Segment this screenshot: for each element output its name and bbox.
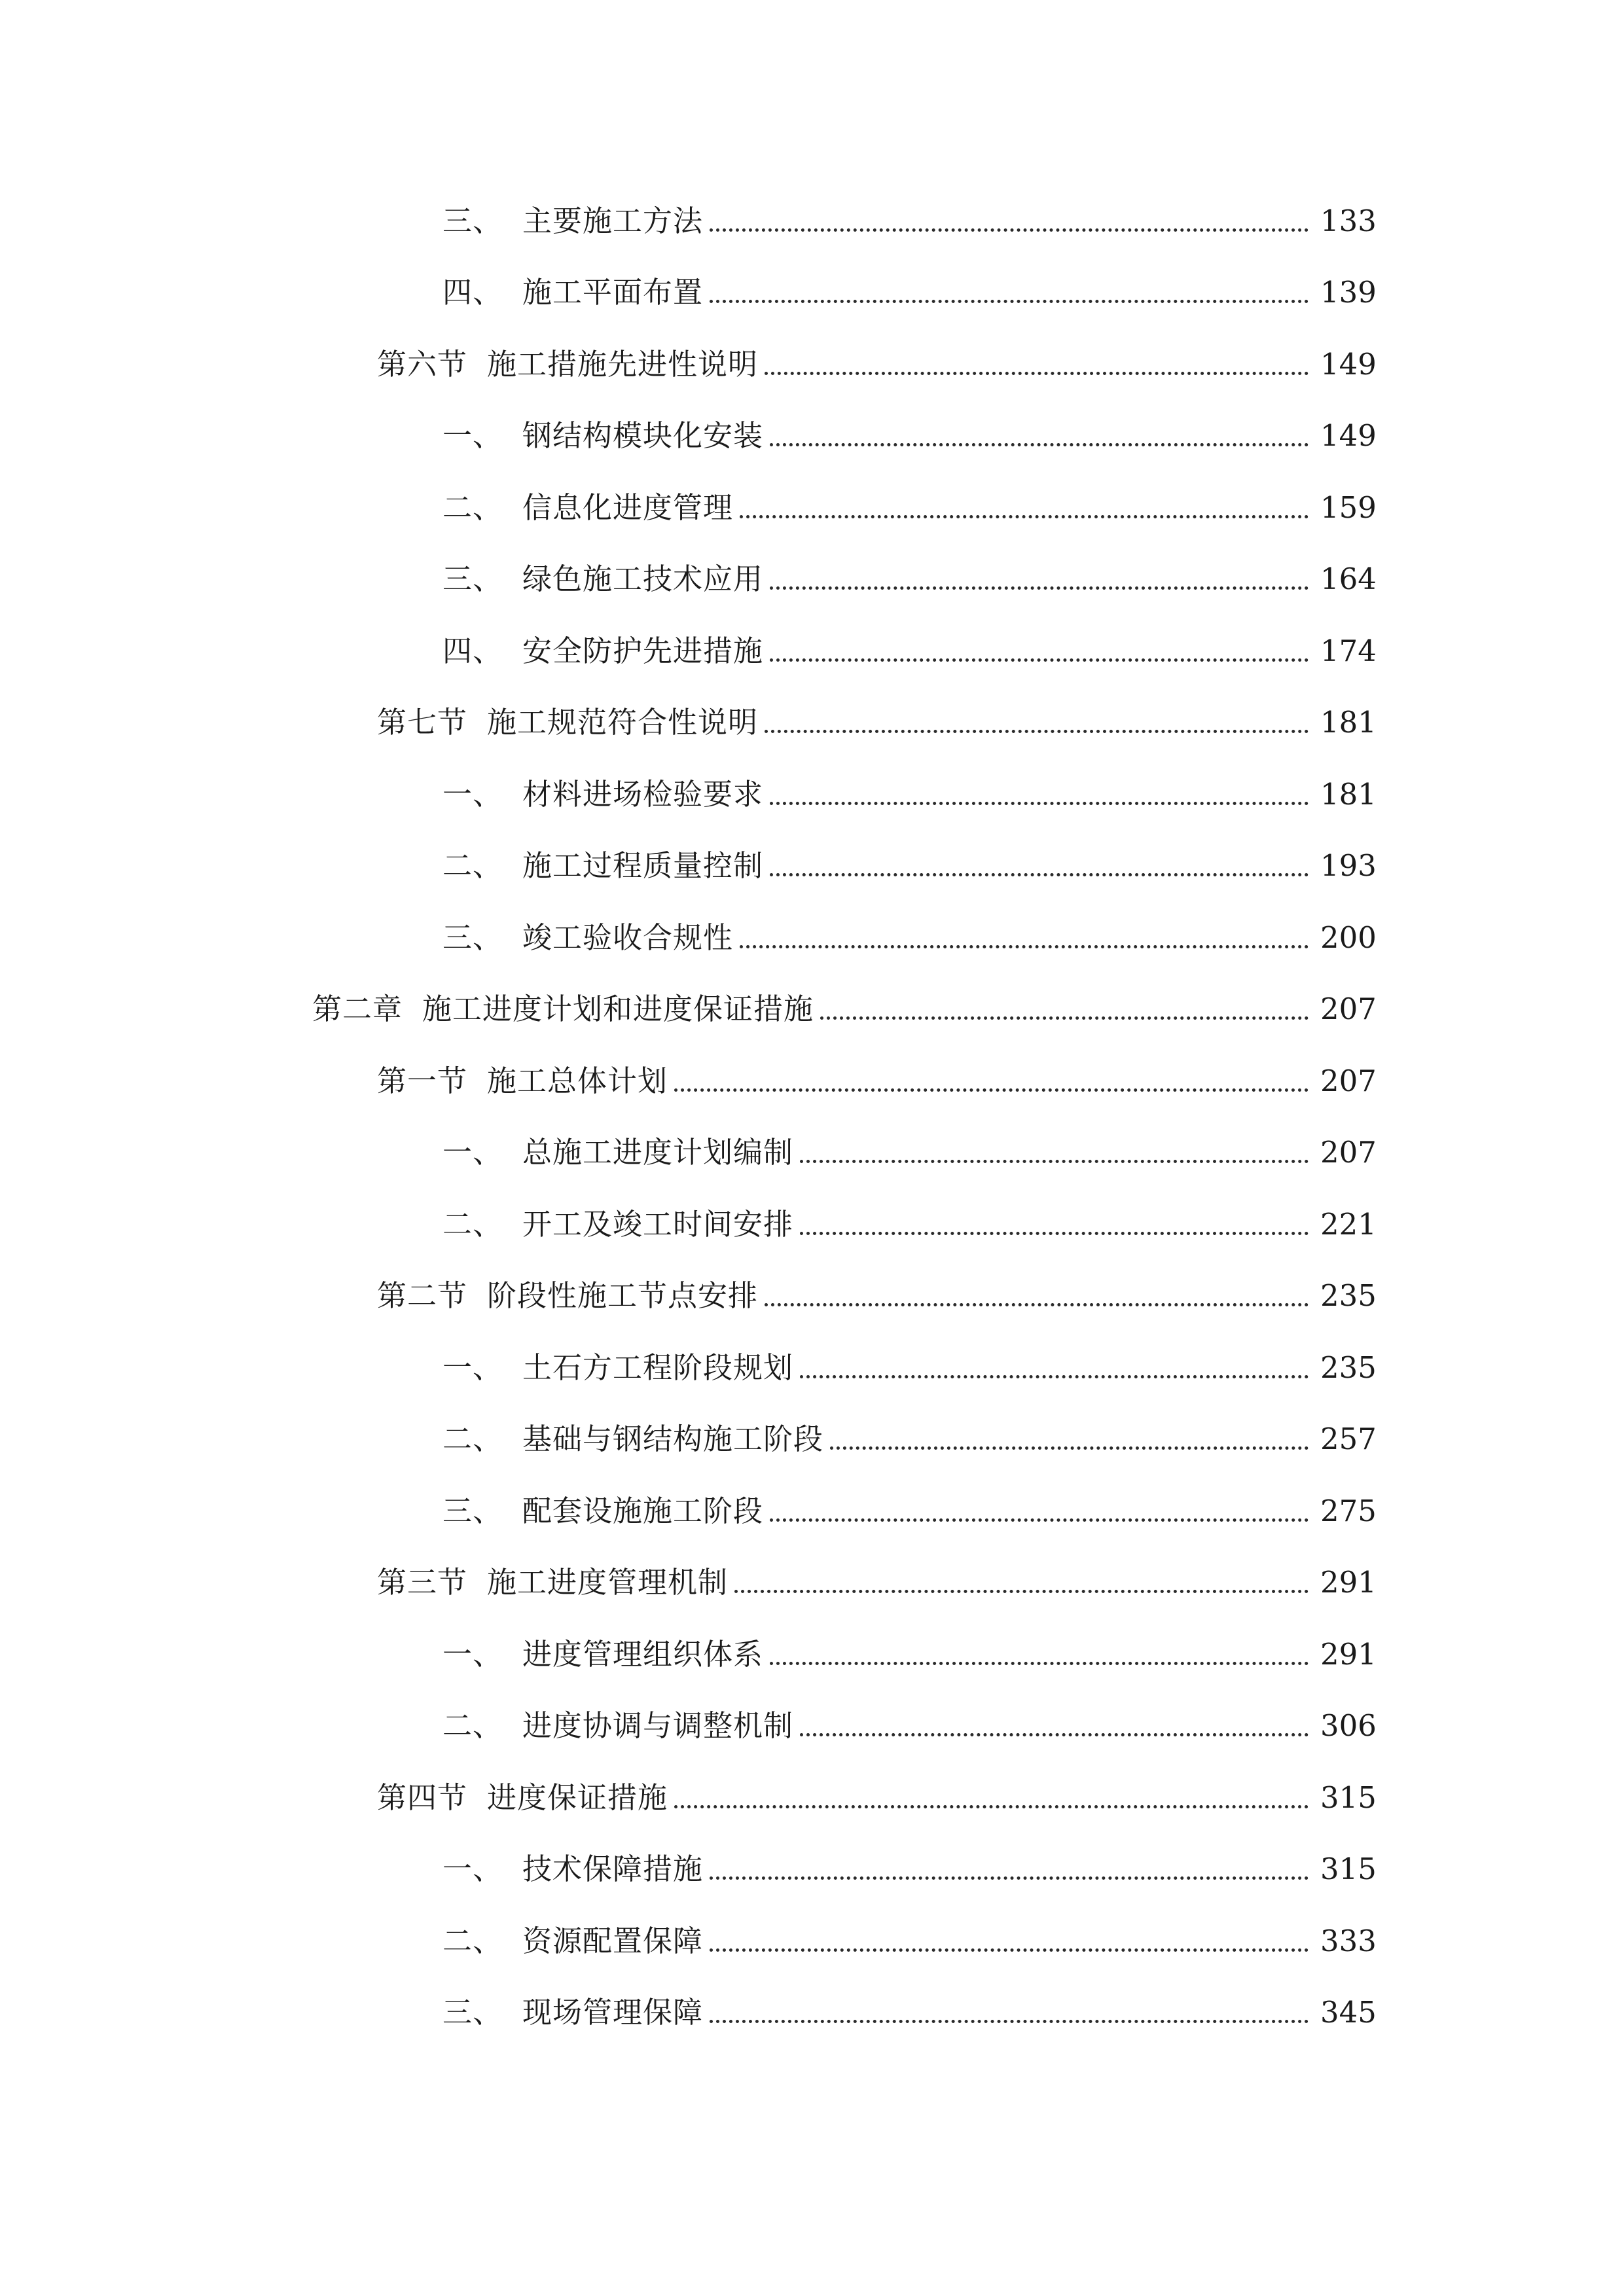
toc-entry-item[interactable]: [0, 902, 1624, 974]
toc-page-number: 193: [1320, 848, 1377, 884]
toc-dot-leader: [710, 1994, 1308, 2031]
toc-entry-item[interactable]: [0, 1977, 1624, 2049]
toc-entry-title: 现场管理保障: [522, 1995, 704, 2030]
toc-dot-leader: [770, 1636, 1308, 1673]
toc-entry-item[interactable]: [0, 1905, 1624, 1977]
toc-entry-number: 一、: [442, 1350, 503, 1385]
toc-page-number: 235: [1320, 1278, 1377, 1314]
toc-page-number: 207: [1320, 1063, 1377, 1098]
toc-entry-title: 进度管理组织体系: [522, 1636, 764, 1672]
toc-dot-leader: [770, 633, 1308, 670]
toc-entry-title: 基础与钢结构施工阶段: [522, 1422, 824, 1457]
toc-page-number: 149: [1320, 418, 1377, 454]
toc-entry-title: 施工进度计划和进度保证措施: [422, 992, 814, 1027]
toc-entry-section[interactable]: [0, 329, 1624, 401]
toc-page-number: 315: [1320, 1780, 1377, 1815]
toc-entry-number: 二、: [442, 1206, 503, 1242]
toc-entry-title: 总施工进度计划编制: [522, 1135, 794, 1170]
toc-page-number: 221: [1320, 1206, 1377, 1242]
toc-entry-number: 四、: [442, 275, 503, 310]
toc-page-number: 207: [1320, 1135, 1377, 1170]
toc-entry-item[interactable]: [0, 1332, 1624, 1404]
toc-entry-number: 三、: [442, 1995, 503, 2030]
toc-dot-leader: [770, 418, 1308, 454]
toc-entry-item[interactable]: [0, 1834, 1624, 1906]
toc-entry-item[interactable]: [0, 257, 1624, 329]
toc-dot-leader: [800, 1134, 1308, 1171]
toc-entry-section[interactable]: [0, 1547, 1624, 1619]
toc-entry-title: 进度保证措施: [487, 1780, 668, 1815]
toc-entry-title: 钢结构模块化安装: [522, 418, 764, 454]
toc-dot-leader: [770, 1493, 1308, 1530]
toc-dot-leader: [765, 1278, 1308, 1314]
toc-page-number: 207: [1320, 992, 1377, 1027]
toc-entry-title: 信息化进度管理: [522, 490, 734, 525]
toc-entry-title: 施工规范符合性说明: [487, 705, 759, 740]
toc-dot-leader: [740, 490, 1308, 526]
toc-dot-leader: [765, 704, 1308, 741]
toc-entry-number: 二、: [442, 490, 503, 525]
toc-page-number: 181: [1320, 705, 1377, 740]
toc-page-number: 159: [1320, 490, 1377, 525]
toc-entry-number: 三、: [442, 1493, 503, 1528]
toc-page-number: 174: [1320, 633, 1377, 668]
toc-entry-title: 进度协调与调整机制: [522, 1708, 794, 1744]
toc-dot-leader: [770, 561, 1308, 598]
toc-entry-number: 二、: [442, 1422, 503, 1457]
toc-entry-item[interactable]: [0, 1189, 1624, 1261]
toc-entry-number: 一、: [442, 1852, 503, 1887]
toc-entry-item[interactable]: [0, 185, 1624, 257]
toc-page-number: 291: [1320, 1636, 1377, 1672]
toc-entry-section[interactable]: [0, 687, 1624, 759]
toc-entry-title: 阶段性施工节点安排: [487, 1278, 759, 1314]
toc-entry-section[interactable]: [0, 1261, 1624, 1333]
toc-page-number: 315: [1320, 1852, 1377, 1887]
toc-entry-number: 第六节: [377, 346, 468, 382]
toc-entry-number: 第三节: [377, 1565, 468, 1600]
toc-entry-number: 第七节: [377, 705, 468, 740]
toc-dot-leader: [800, 1350, 1308, 1386]
toc-page-number: 200: [1320, 920, 1377, 955]
toc-entry-item[interactable]: [0, 1404, 1624, 1476]
toc-dot-leader: [734, 1564, 1308, 1601]
toc-entry-item[interactable]: [0, 544, 1624, 616]
toc-entry-title: 施工总体计划: [487, 1063, 668, 1098]
toc-entry-number: 二、: [442, 1708, 503, 1744]
toc-dot-leader: [710, 274, 1308, 311]
toc-entry-section[interactable]: [0, 1045, 1624, 1117]
toc-entry-item[interactable]: [0, 831, 1624, 903]
toc-entry-number: 一、: [442, 418, 503, 454]
toc-dot-leader: [674, 1780, 1308, 1816]
toc-page-number: 181: [1320, 776, 1377, 812]
toc-entry-title: 安全防护先进措施: [522, 633, 764, 668]
toc-dot-leader: [710, 1851, 1308, 1888]
toc-entry-section[interactable]: [0, 1762, 1624, 1834]
toc-entry-number: 三、: [442, 920, 503, 955]
toc-entry-number: 一、: [442, 1135, 503, 1170]
toc-page-number: 164: [1320, 562, 1377, 597]
toc-entry-item[interactable]: [0, 401, 1624, 473]
toc-entry-title: 配套设施施工阶段: [522, 1493, 764, 1528]
toc-entry-number: 三、: [442, 562, 503, 597]
toc-entry-number: 四、: [442, 633, 503, 668]
toc-entry-title: 竣工验收合规性: [522, 920, 734, 955]
toc-entry-number: 一、: [442, 1636, 503, 1672]
toc-entry-title: 施工措施先进性说明: [487, 346, 759, 382]
toc-page-number: 139: [1320, 275, 1377, 310]
toc-dot-leader: [710, 1923, 1308, 1960]
toc-entry-title: 土石方工程阶段规划: [522, 1350, 794, 1385]
toc-entry-title: 资源配置保障: [522, 1923, 704, 1958]
toc-dot-leader: [830, 1421, 1308, 1458]
toc-entry-title: 材料进场检验要求: [522, 776, 764, 812]
toc-page-number: 133: [1320, 203, 1377, 238]
toc-page-number: 306: [1320, 1708, 1377, 1744]
toc-entry-item[interactable]: [0, 472, 1624, 544]
toc-entry-number: 二、: [442, 848, 503, 884]
toc-dot-leader: [800, 1206, 1308, 1243]
toc-entry-title: 施工平面布置: [522, 275, 704, 310]
toc-dot-leader: [770, 848, 1308, 884]
toc-entry-number: 第二章: [312, 992, 403, 1027]
toc-page-number: 275: [1320, 1493, 1377, 1528]
toc-entry-chapter[interactable]: [0, 974, 1624, 1046]
toc-entry-number: 第二节: [377, 1278, 468, 1314]
toc-entry-number: 二、: [442, 1923, 503, 1958]
toc-dot-leader: [765, 346, 1308, 383]
toc-entry-title: 施工进度管理机制: [487, 1565, 729, 1600]
toc-page-number: 235: [1320, 1350, 1377, 1385]
toc-entry-item[interactable]: [0, 1619, 1624, 1691]
toc-page-number: 345: [1320, 1995, 1377, 2030]
toc-entry-number: 一、: [442, 776, 503, 812]
toc-page-number: 291: [1320, 1565, 1377, 1600]
toc-page-number: 149: [1320, 346, 1377, 382]
toc-dot-leader: [770, 776, 1308, 813]
toc-entry-item[interactable]: [0, 1475, 1624, 1547]
toc-entry-item[interactable]: [0, 759, 1624, 831]
toc-entry-title: 技术保障措施: [522, 1852, 704, 1887]
toc-dot-leader: [820, 991, 1308, 1028]
toc-page-number: 257: [1320, 1422, 1377, 1457]
toc-dot-leader: [740, 920, 1308, 956]
toc-entry-title: 开工及竣工时间安排: [522, 1206, 794, 1242]
toc-entry-title: 绿色施工技术应用: [522, 562, 764, 597]
toc-entry-number: 三、: [442, 203, 503, 238]
toc-entry-number: 第四节: [377, 1780, 468, 1815]
toc-entry-title: 主要施工方法: [522, 203, 704, 238]
toc-entry-number: 第一节: [377, 1063, 468, 1098]
toc-dot-leader: [710, 203, 1308, 240]
toc-dot-leader: [800, 1708, 1308, 1744]
toc-entry-item[interactable]: [0, 1117, 1624, 1189]
toc-entry-title: 施工过程质量控制: [522, 848, 764, 884]
toc-dot-leader: [674, 1063, 1308, 1100]
toc-page-number: 333: [1320, 1923, 1377, 1958]
toc-entry-item[interactable]: [0, 615, 1624, 687]
table-of-contents: [0, 185, 1624, 2049]
toc-entry-item[interactable]: [0, 1691, 1624, 1763]
